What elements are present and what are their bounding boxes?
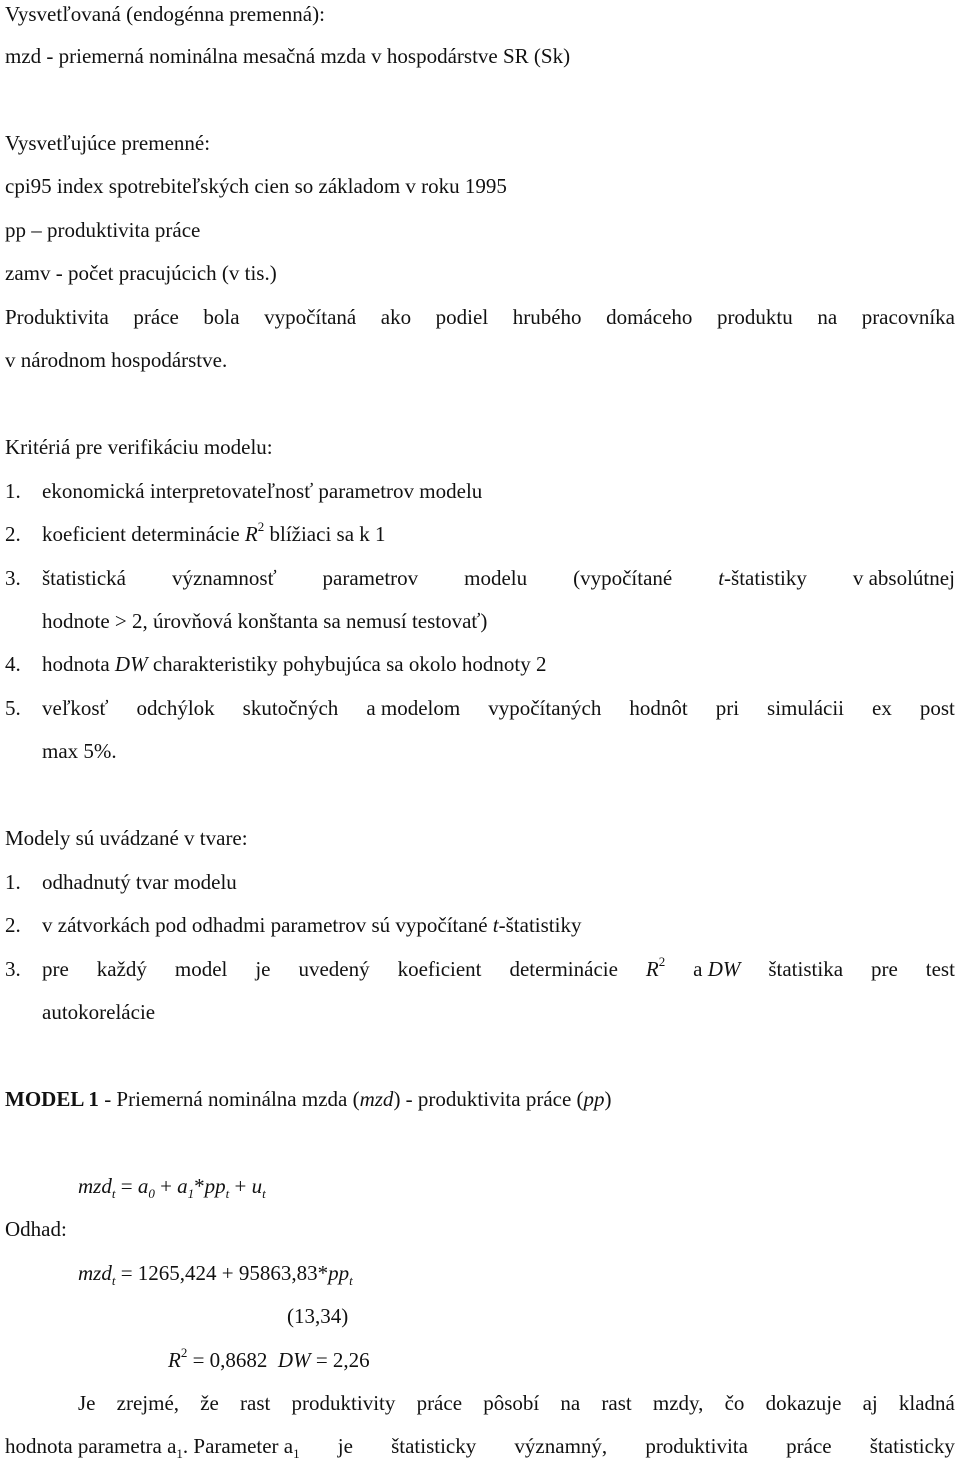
criteria-item4: hodnota DW charakteristiky pohybujúca sa okolo hodnoty 2 xyxy=(42,652,547,676)
variable-pp: pp – produktivita práce xyxy=(5,218,201,242)
conclusion-line2: hodnota parametra $a_1$. Parameter $a_1$ je štatisticky významný, produktivita práce štatisticky xyxy=(5,1434,955,1461)
format-item2-number: 2. xyxy=(5,913,21,937)
model1-t-statistic: (13,34) xyxy=(287,1304,349,1328)
criteria-item3-line2: hodnote > 2, úrovňová konštanta sa nemusí testovať) xyxy=(42,609,488,633)
criteria-item5-line1: veľkosť odchýlok skutočných a modelom vypočítaných hodnôt pri simulácii ex post xyxy=(42,696,955,720)
variable-zamv: zamv - počet pracujúcich (v tis.) xyxy=(5,261,277,285)
criteria-heading: Kritériá pre verifikáciu modelu: xyxy=(5,435,273,459)
criteria-item2: koeficient determinácie $R^2$ blížiaci sa k 1 xyxy=(42,519,386,546)
format-item3-line2: autokorelácie xyxy=(42,1000,156,1024)
criteria-item5-line2: max 5%. xyxy=(42,739,117,763)
format-item1-number: 1. xyxy=(5,870,21,894)
format-item3-number: 3. xyxy=(5,957,21,981)
model1-estimate: $mzd_t = 1265,424 + 95863,83*pp_t$ xyxy=(78,1261,353,1289)
format-item2: v zátvorkách pod odhadmi parametrov sú vypočítané t-štatistiky xyxy=(42,913,582,937)
criteria-item5-number: 5. xyxy=(5,696,21,720)
endogenous-heading: Vysvetľovaná (endogénna premenná): xyxy=(5,2,325,26)
model1-heading: MODEL 1 - Priemerná nominálna mzda (mzd) - produktivita práce (pp) xyxy=(5,1087,612,1111)
format-item3-line1: pre každý model je uvedený koeficient determinácie $R^2$ a DW štatistika pre test xyxy=(42,954,955,981)
model1-equation: $mzd_t = a_0 + a_1*pp_t + u_t$ xyxy=(78,1174,266,1202)
conclusion-line1: Je zrejmé, že rast produktivity práce pôsobí na rast mzdy, čo dokazuje aj kladná xyxy=(78,1391,955,1415)
productivity-note-line1: Produktivita práce bola vypočítaná ako podiel hrubého domáceho produktu na pracovníka xyxy=(5,305,955,329)
explanatory-heading: Vysvetľujúce premenné: xyxy=(5,131,211,155)
model1-fit-statistics: $R^2 = 0,8682$ DW = 2,26 xyxy=(168,1345,370,1372)
variable-cpi: cpi95 index spotrebiteľských cien so základom v roku 1995 xyxy=(5,174,507,198)
criteria-item1-number: 1. xyxy=(5,479,21,503)
criteria-item1: ekonomická interpretovateľnosť parametrov modelu xyxy=(42,479,483,503)
endogenous-variable: mzd - priemerná nominálna mesačná mzda v hospodárstve SR (Sk) xyxy=(5,44,571,68)
odhad-label: Odhad: xyxy=(5,1217,67,1241)
criteria-item3-line1: štatistická významnosť parametrov modelu (vypočítané t-štatistiky v absolútnej xyxy=(42,566,955,590)
productivity-note-line2: v národnom hospodárstve. xyxy=(5,348,228,372)
criteria-item4-number: 4. xyxy=(5,652,21,676)
criteria-item3-number: 3. xyxy=(5,566,21,590)
format-item1: odhadnutý tvar modelu xyxy=(42,870,237,894)
criteria-item2-number: 2. xyxy=(5,522,21,546)
models-format-heading: Modely sú uvádzané v tvare: xyxy=(5,826,248,850)
